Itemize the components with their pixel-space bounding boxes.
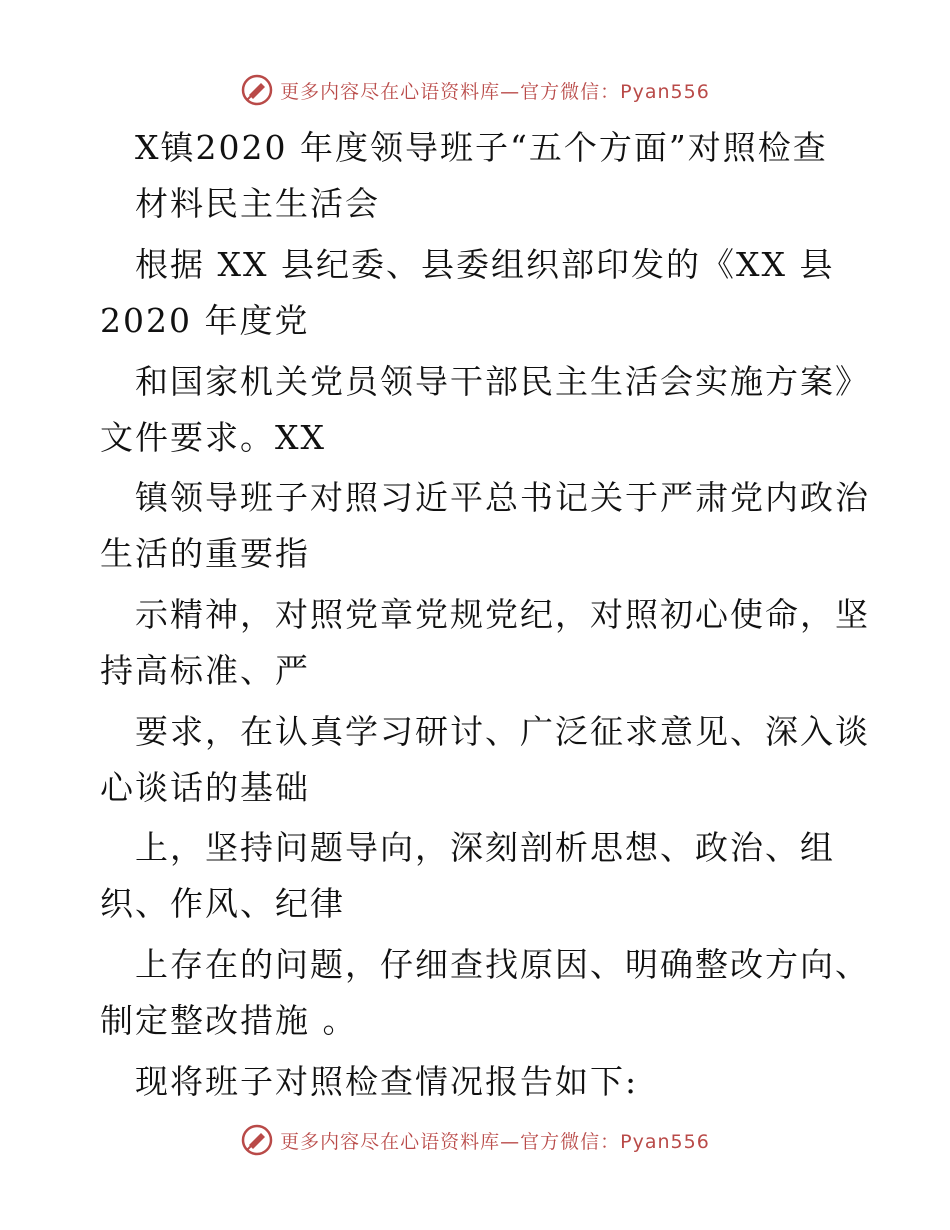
paragraph-line: 现将班子对照检查情况报告如下: (135, 1062, 639, 1101)
paragraph-line: 生活的重要指 (100, 534, 310, 573)
book-pen-logo-icon (240, 1123, 274, 1157)
document-title-line-1: X镇2020 年度领导班子“五个方面”对照检查 (135, 128, 828, 167)
watermark-text: 更多内容尽在心语资料库—官方微信：Pyan556 (280, 1130, 710, 1153)
paragraph-line: 上，坚持问题导向，深刻剖析思想、政治、组 (135, 828, 835, 867)
paragraph-line: 示精神，对照党章党规党纪，对照初心使命，坚 (135, 595, 870, 634)
paragraph-line: 和国家机关党员领导干部民主生活会实施方案》 (135, 362, 870, 401)
paragraph-line: 心谈话的基础 (100, 768, 310, 807)
paragraph-line: 上存在的问题，仔细查找原因、明确整改方向、 (135, 945, 870, 984)
watermark-text: 更多内容尽在心语资料库—官方微信：Pyan556 (280, 80, 710, 103)
document-title-line-2: 材料民主生活会 (135, 184, 380, 223)
paragraph-line: 根据 XX 县纪委、县委组织部印发的《XX 县 (135, 245, 835, 284)
header-watermark (0, 70, 950, 110)
paragraph-line: 镇领导班子对照习近平总书记关于严肃党内政治 (135, 478, 870, 517)
paragraph-line: 2020 年度党 (100, 301, 310, 340)
paragraph-line: 要求，在认真学习研讨、广泛征求意见、深入谈 (135, 712, 870, 751)
book-pen-logo-icon (240, 73, 274, 107)
paragraph-line: 织、作风、纪律 (100, 884, 345, 923)
footer-watermark (0, 1120, 950, 1160)
paragraph-line: 文件要求。XX (100, 418, 326, 457)
paragraph-line: 制定整改措施 。 (100, 1001, 358, 1040)
paragraph-line: 持高标准、严 (100, 651, 310, 690)
